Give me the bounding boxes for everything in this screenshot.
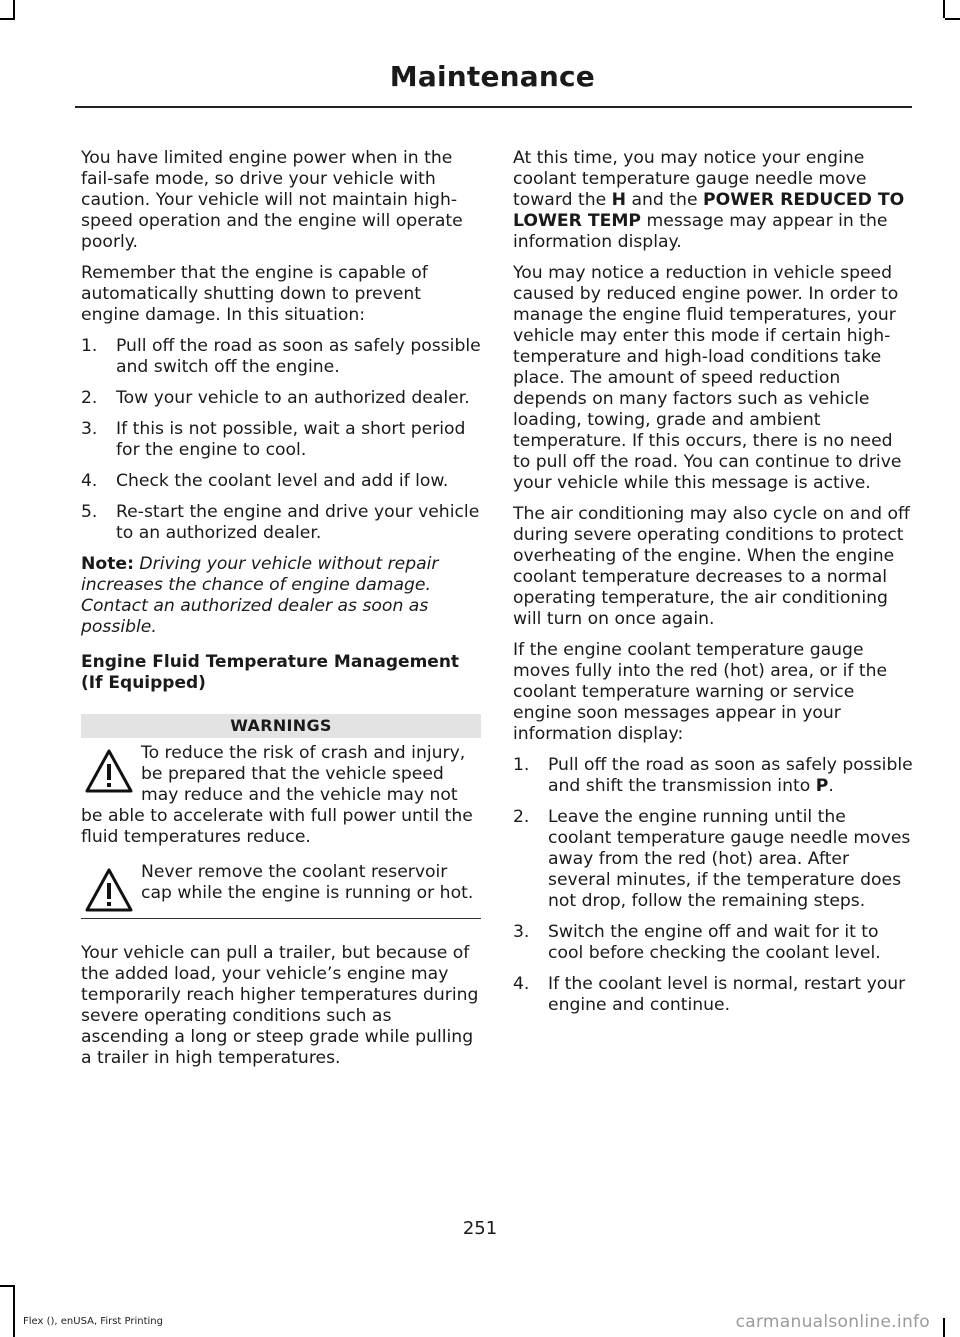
note	[81, 554, 481, 638]
list-item	[513, 974, 913, 1016]
step-text: .	[828, 776, 834, 796]
paragraph: Remember that the engine is capable of automatically shutting down to prevent engine damage. In this situation:	[81, 263, 428, 325]
gear-p-label: P	[815, 776, 829, 796]
list-item	[513, 922, 913, 964]
step-text: Pull off the road as soon as safely possible and switch off the engine.	[116, 336, 481, 377]
print-footer: Flex (), enUSA, First Printing	[23, 1316, 163, 1327]
section-heading: Engine Fluid Temperature Management (If Equipped)	[81, 652, 460, 693]
step-number: 2.	[513, 807, 530, 827]
paragraph: You have limited engine power when in the fail-safe mode, so drive your vehicle with caution. Your vehicle will not maintain high-speed operation and the engine will operate poorly.	[81, 148, 463, 252]
step-text: If this is not possible, wait a short period for the engine to cool.	[116, 419, 466, 460]
step-text: Switch the engine off and wait for it to cool before checking the coolant level.	[548, 922, 881, 963]
step-number: 3.	[81, 419, 98, 439]
page-title: Maintenance	[389, 60, 595, 93]
right-column	[513, 148, 913, 1026]
step-number: 2.	[81, 388, 98, 408]
crop-mark	[945, 18, 960, 20]
text-run: and the	[626, 190, 703, 210]
step-text: Re-start the engine and drive your vehicle to an authorized dealer.	[116, 502, 480, 543]
warning-triangle-icon	[81, 864, 137, 918]
crop-mark	[943, 1318, 945, 1337]
step-number: 1.	[513, 755, 530, 775]
step-text: Tow your vehicle to an authorized dealer.	[116, 388, 470, 408]
note-label: Note:	[81, 554, 134, 574]
warning-text: Never remove the coolant reservoir cap while the engine is running or hot.	[141, 862, 474, 903]
list-item	[81, 336, 481, 378]
warnings-divider	[81, 918, 481, 919]
list-item	[81, 471, 481, 492]
crop-mark	[943, 0, 945, 18]
gauge-h-label: H	[611, 190, 627, 210]
step-text: Pull off the road as soon as safely possible and shift the transmission into	[548, 755, 913, 796]
list-item	[513, 807, 913, 912]
step-number: 3.	[513, 922, 530, 942]
crop-mark	[13, 1285, 15, 1337]
list-item	[513, 755, 913, 797]
step-number: 1.	[81, 336, 98, 356]
step-number: 4.	[513, 974, 530, 994]
crop-mark	[13, 0, 15, 18]
steps-list	[513, 755, 913, 1016]
paragraph: You may notice a reduction in vehicle speed caused by reduced engine power. In order to manage the engine fluid temperatures, your vehicle may enter this mode if certain high-temperature and high-load conditions take place. The amount of speed reduction depends on many factors such as vehicle loading, towing, grade and ambient temperature. If this occurs, there is no need to pull off the road. You can continue to drive your vehicle while this message is active.	[513, 263, 902, 493]
header-divider	[75, 106, 912, 108]
paragraph: The air conditioning may also cycle on and off during severe operating conditions to protect overheating of the engine. When the engine coolant temperature decreases to a normal operating temperature, the air conditioning will turn on once again.	[513, 504, 910, 629]
paragraph: If the engine coolant temperature gauge moves fully into the red (hot) area, or if the coolant temperature warning or service engine soon messages appear in your information display:	[513, 640, 888, 744]
list-item	[81, 502, 481, 544]
list-item	[81, 419, 481, 461]
step-text: Leave the engine running until the coolant temperature gauge needle moves away from the red (hot) area. After several minutes, if the temperature does not drop, follow the remaining steps.	[548, 807, 911, 911]
steps-list	[81, 336, 481, 544]
crop-mark	[0, 1285, 15, 1287]
warning-text: To reduce the risk of crash and injury, be prepared that the vehicle speed may reduce and the vehicle may not be able to accelerate with full power until the fluid temperatures reduce.	[81, 743, 473, 847]
crop-mark	[0, 18, 15, 20]
display-message: POWER REDUCED TO LOWER TEMP	[513, 190, 905, 231]
page-number: 251	[462, 1218, 498, 1239]
warning-triangle-icon	[81, 745, 137, 799]
warning-item	[81, 862, 481, 904]
watermark: carmanualsonline.info	[735, 1312, 930, 1332]
note-text: Driving your vehicle without repair increases the chance of engine damage. Contact an authorized dealer as soon as possible.	[81, 554, 439, 637]
list-item	[81, 388, 481, 409]
text-run: At this time, you may notice your engine coolant temperature gauge needle move toward the	[513, 148, 867, 210]
left-column	[81, 148, 481, 1079]
step-number: 4.	[81, 471, 98, 491]
step-text: Check the coolant level and add if low.	[116, 471, 449, 491]
warnings-header: WARNINGS	[81, 714, 481, 738]
text-run: message may appear in the information display.	[513, 211, 888, 252]
paragraph	[513, 148, 913, 253]
warning-item	[81, 743, 481, 848]
step-text: If the coolant level is normal, restart your engine and continue.	[548, 974, 906, 1015]
paragraph: Your vehicle can pull a trailer, but because of the added load, your vehicle’s engine may temporarily reach higher temperatures during severe operating conditions such as ascending a long or steep grade while pulling a trailer in high temperatures.	[81, 943, 479, 1068]
step-number: 5.	[81, 502, 98, 522]
